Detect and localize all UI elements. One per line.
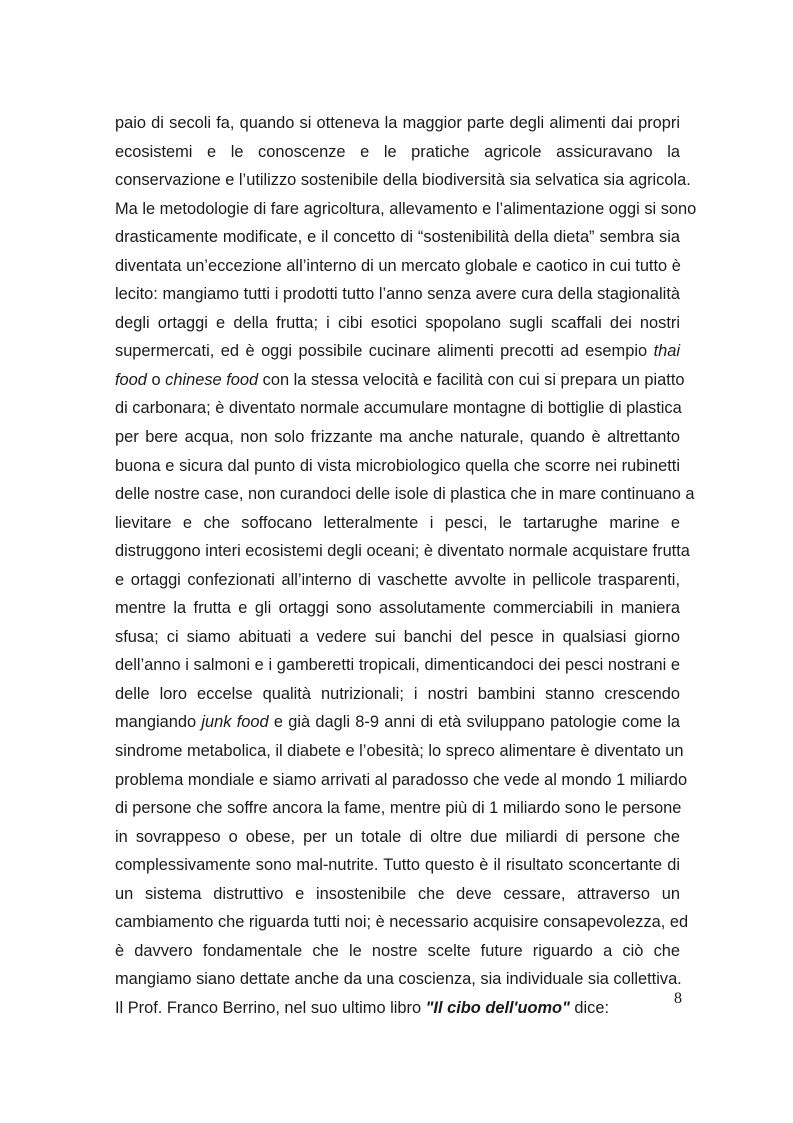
text-line bbox=[115, 794, 680, 823]
text-segment: cambiamento che riguarda tutti noi; è necessario acquisire consapevolezza, ed bbox=[115, 913, 689, 932]
text-line bbox=[115, 138, 680, 167]
text-segment: sfusa; ci siamo abituati a vedere sui banchi del pesce in qualsiasi giorno bbox=[115, 627, 680, 646]
text-segment: lecito: mangiamo tutti i prodotti tutto l’anno senza avere cura della stagionalità bbox=[115, 285, 680, 304]
text-segment: lievitare e che soffocano letteralmente i pesci, le tartarughe marine e bbox=[115, 513, 680, 532]
text-line bbox=[115, 309, 680, 338]
text-segment: complessivamente sono mal-nutrite. Tutto questo è il risultato sconcertante di bbox=[115, 856, 680, 875]
italic-text-segment: chinese food bbox=[165, 370, 259, 389]
text-segment: dell’anno i salmoni e i gamberetti tropicali, dimenticandoci dei pesci nostrani e bbox=[115, 656, 680, 675]
text-segment: un sistema distruttivo e insostenibile che deve cessare, attraverso un bbox=[115, 884, 680, 903]
text-line bbox=[115, 223, 680, 252]
italic-text-segment: food bbox=[115, 370, 147, 389]
text-segment: mangiamo siano dettate anche da una coscienza, sia individuale sia collettiva. bbox=[115, 970, 682, 989]
text-line bbox=[115, 566, 680, 595]
book-title: "Il cibo dell'uomo" bbox=[425, 998, 570, 1017]
text-segment: problema mondiale e siamo arrivati al paradosso che vede al mondo 1 miliardo bbox=[115, 770, 688, 789]
text-line bbox=[115, 280, 680, 309]
text-line bbox=[115, 708, 680, 737]
text-line bbox=[115, 394, 680, 423]
text-segment: dice: bbox=[569, 998, 610, 1017]
text-line bbox=[115, 594, 680, 623]
text-segment: per bere acqua, non solo frizzante ma anche naturale, quando è altrettanto bbox=[115, 428, 680, 447]
text-line bbox=[115, 252, 680, 281]
text-segment: di carbonara; è diventato normale accumulare montagne di bottiglie di plastica bbox=[115, 399, 682, 418]
text-segment: con la stessa velocità e facilità con cui si prepara un piatto bbox=[258, 370, 685, 389]
text-line bbox=[115, 623, 680, 652]
text-segment: mentre la frutta e gli ortaggi sono assolutamente commerciabili in maniera bbox=[115, 599, 680, 618]
text-segment: e ortaggi confezionati all’interno di vaschette avvolte in pellicole trasparenti, bbox=[115, 570, 680, 589]
text-line bbox=[115, 965, 680, 994]
text-line bbox=[115, 109, 680, 138]
text-line bbox=[115, 452, 680, 481]
text-line bbox=[115, 337, 680, 366]
text-line bbox=[115, 937, 680, 966]
text-line bbox=[115, 766, 688, 795]
text-line bbox=[115, 166, 691, 195]
italic-text-segment: junk food bbox=[201, 713, 269, 732]
text-segment: supermercati, ed è oggi possibile cucinare alimenti precotti ad esempio bbox=[115, 342, 654, 361]
text-segment: e già dagli 8-9 anni di età sviluppano patologie come la bbox=[268, 713, 680, 732]
text-segment: conservazione e l’utilizzo sostenibile della biodiversità sia selvatica sia agricola. bbox=[115, 171, 691, 190]
text-line bbox=[115, 737, 684, 766]
text-segment: buona e sicura dal punto di vista microbiologico quella che scorre nei rubinetti bbox=[115, 456, 680, 475]
text-line bbox=[115, 537, 690, 566]
body-text bbox=[115, 109, 697, 1023]
text-line bbox=[115, 880, 680, 909]
text-segment: ecosistemi e le conoscenze e le pratiche agricole assicuravano la bbox=[115, 142, 680, 161]
italic-text-segment: thai bbox=[653, 342, 680, 361]
text-line bbox=[115, 680, 680, 709]
text-segment: in sovrappeso o obese, per un totale di oltre due miliardi di persone che bbox=[115, 827, 680, 846]
page-number: 8 bbox=[674, 990, 682, 1007]
text-segment: di persone che soffre ancora la fame, mentre più di 1 miliardo sono le persone bbox=[115, 799, 682, 818]
text-segment: degli ortaggi e della frutta; i cibi esotici spopolano sugli scaffali dei nostri bbox=[115, 313, 680, 332]
text-segment: paio di secoli fa, quando si otteneva la maggior parte degli alimenti dai propri bbox=[115, 114, 680, 132]
text-segment: distruggono interi ecosistemi degli oceani; è diventato normale acquistare frutta bbox=[115, 542, 690, 561]
text-line bbox=[115, 994, 680, 1023]
text-line bbox=[115, 651, 680, 680]
text-segment: diventata un’eccezione all’interno di un mercato globale e caotico in cui tutto è bbox=[115, 256, 681, 275]
text-line bbox=[115, 509, 680, 538]
text-line bbox=[115, 423, 680, 452]
text-segment: o bbox=[146, 370, 166, 389]
text-segment: Ma le metodologie di fare agricoltura, allevamento e l’alimentazione oggi si sono bbox=[115, 199, 697, 218]
text-segment: sindrome metabolica, il diabete e l’obesità; lo spreco alimentare è diventato un bbox=[115, 742, 684, 761]
text-segment: mangiando bbox=[115, 713, 202, 732]
text-line bbox=[115, 366, 685, 395]
text-line bbox=[115, 908, 689, 937]
text-segment: delle loro eccelse qualità nutrizionali; i nostri bambini stanno crescendo bbox=[115, 684, 680, 703]
text-line bbox=[115, 851, 680, 880]
text-segment: Il Prof. Franco Berrino, nel suo ultimo libro bbox=[115, 998, 426, 1017]
text-segment: è davvero fondamentale che le nostre scelte future riguardo a ciò che bbox=[115, 941, 680, 960]
text-line bbox=[115, 195, 697, 224]
text-segment: drasticamente modificate, e il concetto di “sostenibilità della dieta” sembra sia bbox=[115, 228, 680, 247]
text-segment: delle nostre case, non curandoci delle isole di plastica che in mare continuano a bbox=[115, 485, 695, 504]
text-line bbox=[115, 480, 695, 509]
text-line bbox=[115, 823, 680, 852]
